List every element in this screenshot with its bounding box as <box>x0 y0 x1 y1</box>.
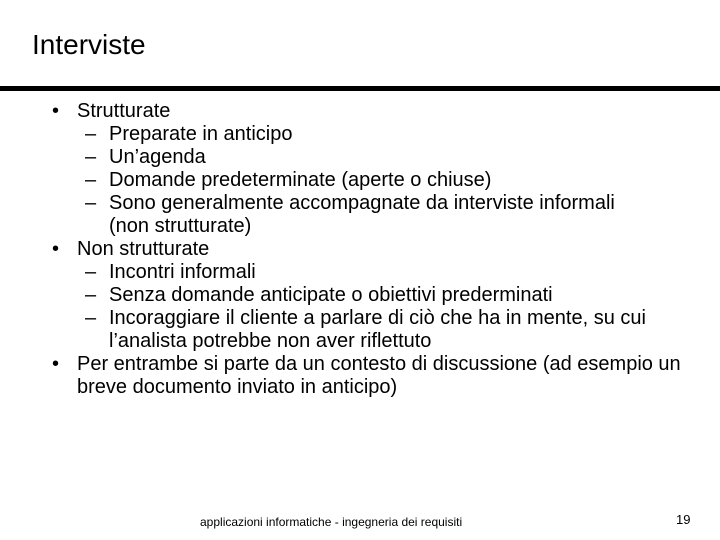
title-divider <box>0 86 720 91</box>
bullet-text: Strutturate <box>77 100 171 122</box>
sub-bullet-item <box>0 123 720 146</box>
sub-bullet-text: Incontri informali <box>109 261 256 283</box>
dash-marker: – <box>85 307 97 329</box>
sub-bullet-item <box>0 261 720 284</box>
slide-title: Interviste <box>32 29 146 60</box>
dash-marker: – <box>85 261 97 283</box>
bullet-text: Non strutturate <box>77 238 210 260</box>
sub-bullet-item <box>0 307 720 353</box>
dash-marker: – <box>85 192 97 214</box>
bullet-marker: • <box>52 353 60 375</box>
sub-bullet-text: Preparate in anticipo <box>109 123 293 145</box>
sub-bullet-text: Sono generalmente accompagnate da interviste informali (non strutturate) <box>109 192 615 237</box>
dash-marker: – <box>85 284 97 306</box>
sub-bullet-text: Un’agenda <box>109 146 206 168</box>
dash-marker: – <box>85 169 97 191</box>
page-number: 19 <box>676 512 691 527</box>
footer-text: applicazioni informatiche - ingegneria dei requisiti <box>200 515 463 529</box>
dash-marker: – <box>85 123 97 145</box>
bullet-marker: • <box>52 100 60 122</box>
sub-bullet-text: Senza domande anticipate o obiettivi prederminati <box>109 284 553 306</box>
dash-marker: – <box>85 146 97 168</box>
sub-bullet-item <box>0 146 720 169</box>
sub-bullet-text: Incoraggiare il cliente a parlare di ciò che ha in mente, su cui l’analista potrebbe non aver riflettuto <box>109 307 646 352</box>
bullet-item <box>0 353 720 399</box>
bullet-list <box>0 100 720 399</box>
sub-bullet-item <box>0 169 720 192</box>
bullet-item <box>0 100 720 123</box>
bullet-text: Per entrambe si parte da un contesto di discussione (ad esempio un breve documento inviato in anticipo) <box>77 353 681 398</box>
sub-bullet-item <box>0 192 720 238</box>
sub-bullet-item <box>0 284 720 307</box>
sub-bullet-text: Domande predeterminate (aperte o chiuse) <box>109 169 492 191</box>
bullet-marker: • <box>52 238 60 260</box>
bullet-item <box>0 238 720 261</box>
